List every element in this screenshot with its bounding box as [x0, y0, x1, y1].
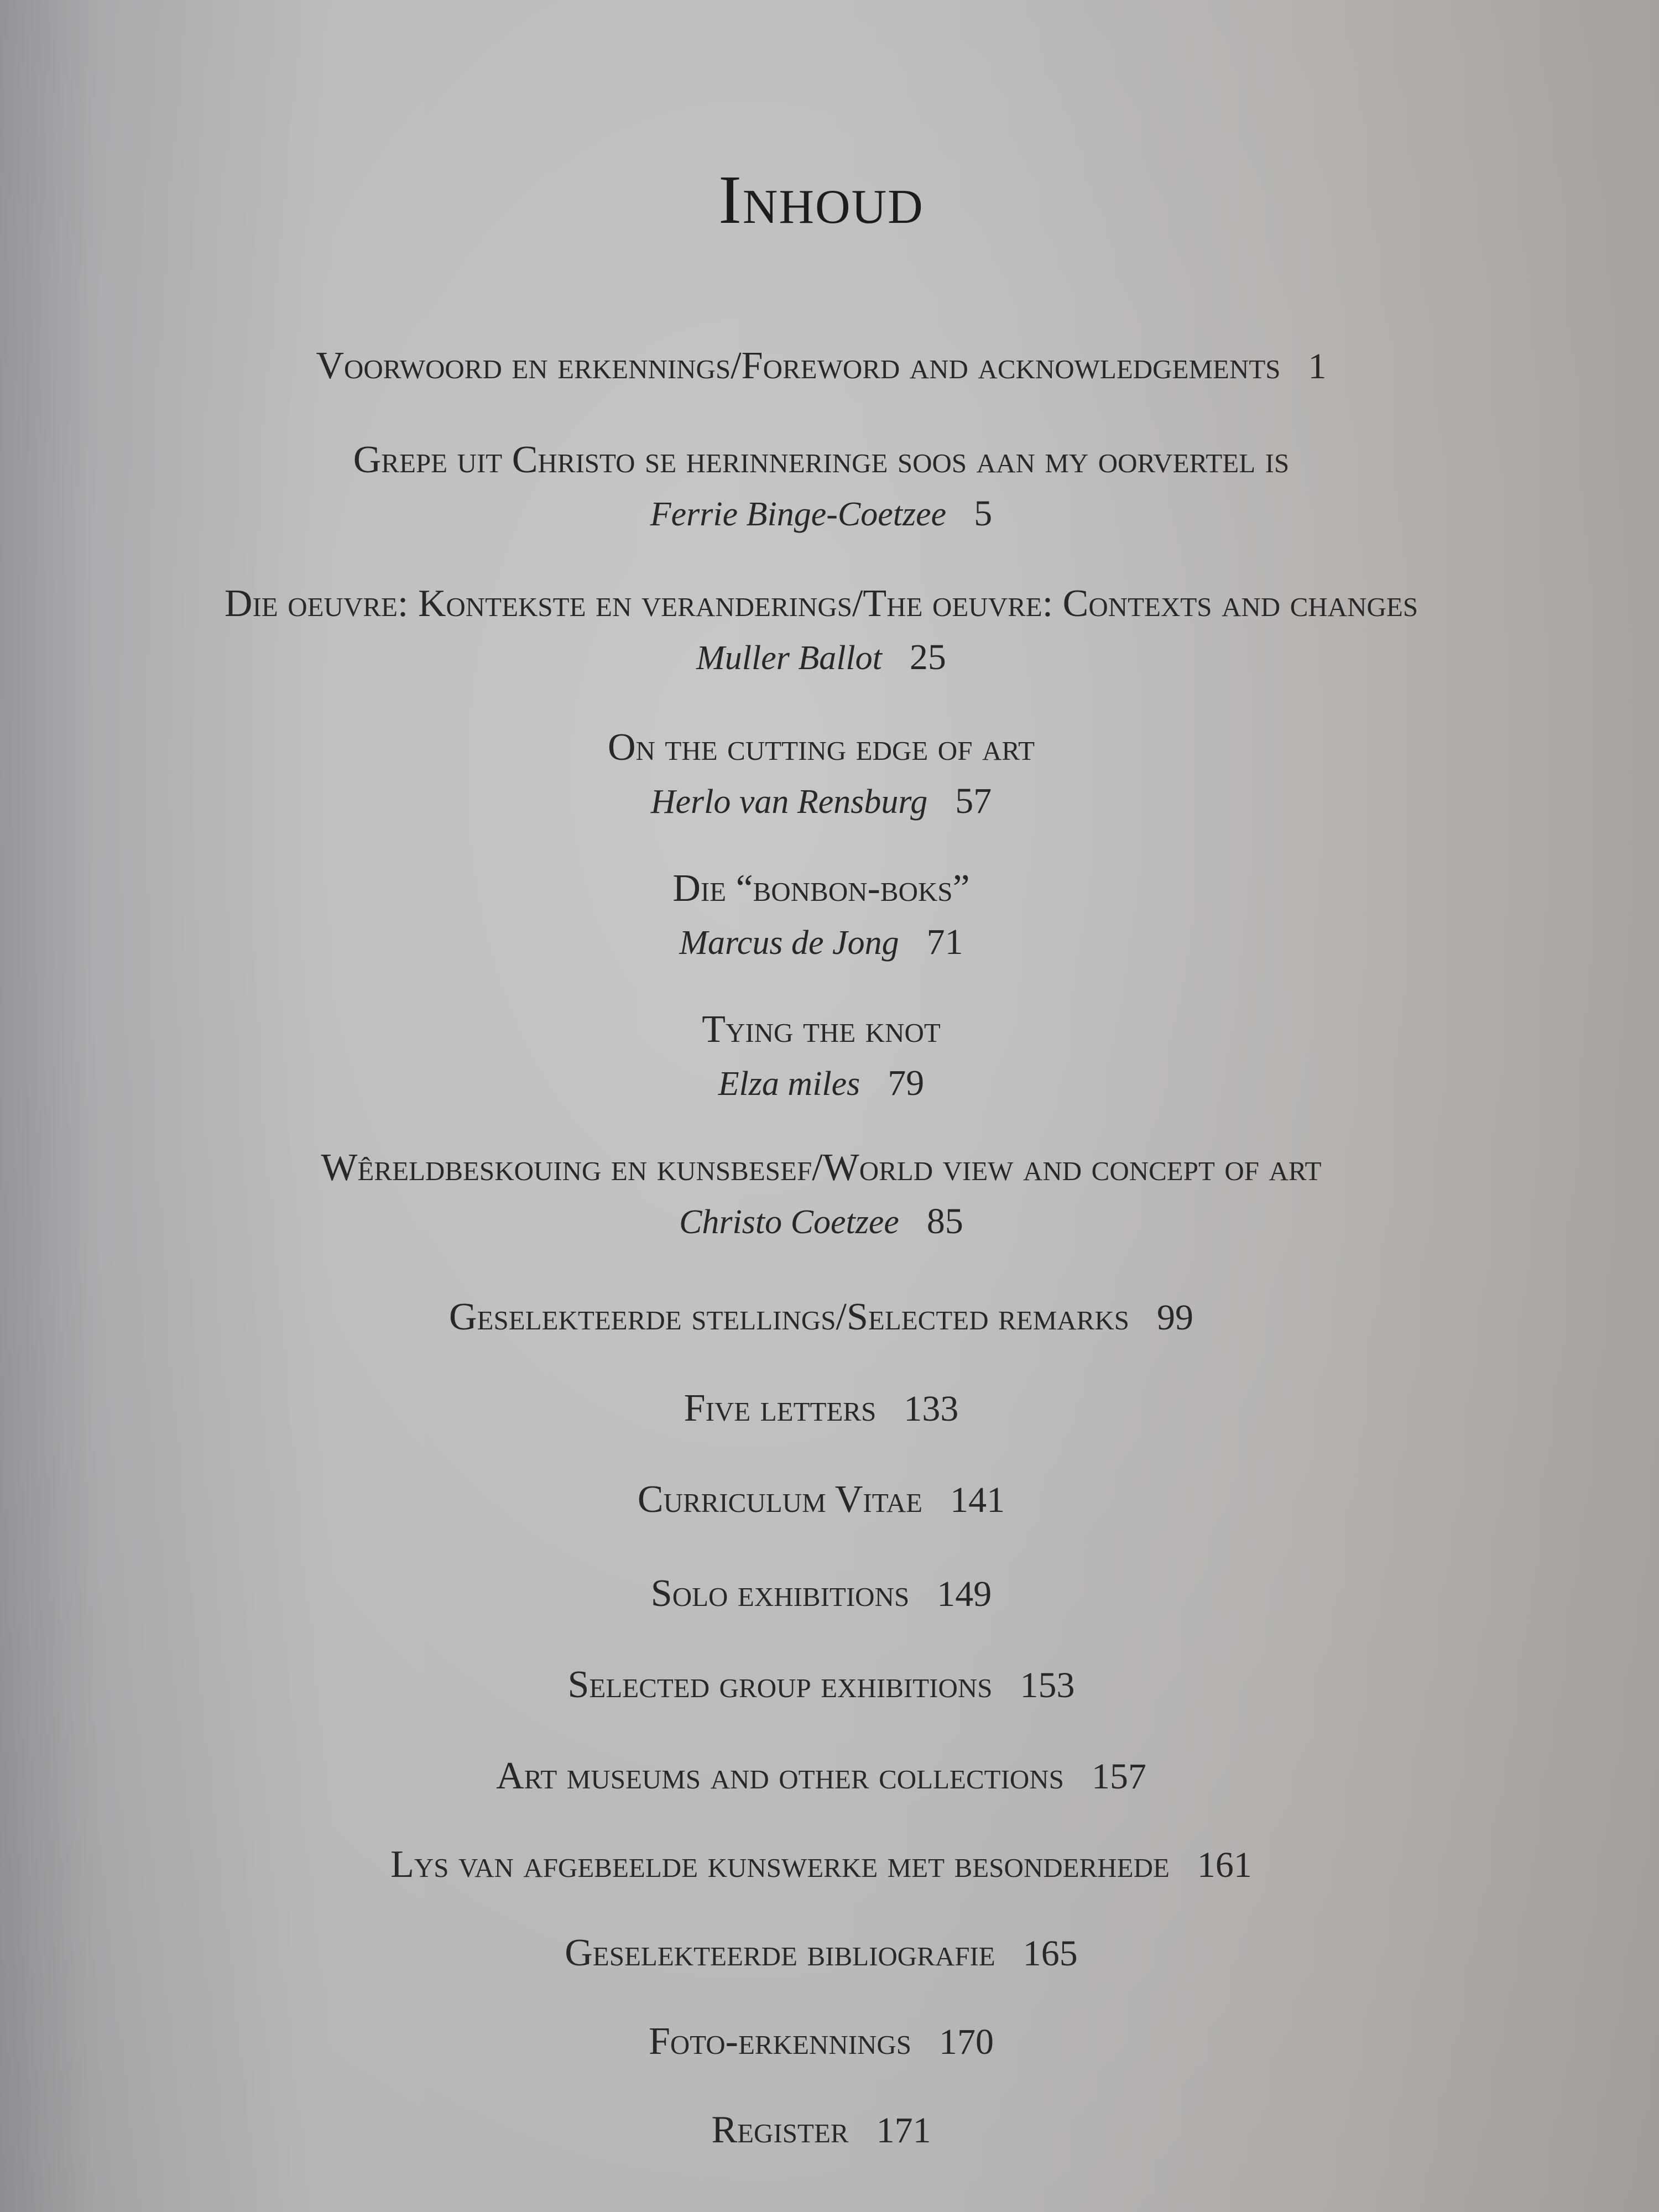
toc-entry-title-line: [0, 2107, 1642, 2153]
toc-entry-title: Die oeuvre: Kontekste en veranderings/The oeuvre: Contexts and changes: [224, 582, 1418, 625]
toc-entry-title-line: [0, 1753, 1642, 1799]
toc-entry-title: Foto-erkennings: [648, 2020, 912, 2063]
toc-entry-title-line: [0, 1294, 1642, 1340]
toc-entry-title-line: [0, 2018, 1642, 2065]
toc-entry-title: Solo exhibitions: [650, 1572, 910, 1615]
toc-entry-author-line: [0, 490, 1642, 538]
toc-entry-page: 153: [1020, 1665, 1075, 1705]
toc-entry-title: Selected group exhibitions: [567, 1663, 993, 1706]
toc-entry-author: Ferrie Binge-Coetzee: [650, 495, 947, 533]
toc-entry-title: Art museums and other collections: [496, 1755, 1064, 1797]
page-title: Inhoud: [718, 162, 924, 238]
toc-entry-page: 157: [1091, 1756, 1146, 1797]
toc-entry-page: 133: [904, 1389, 959, 1429]
toc-entry-author-line: [0, 778, 1642, 825]
toc-entry-page: 149: [937, 1574, 992, 1614]
toc-entry-page: 171: [876, 2110, 931, 2151]
toc-entry-title: Die “bonbon-boks”: [672, 867, 970, 910]
toc-entry: [0, 1753, 1642, 1799]
toc-entry-title-line: [0, 1930, 1642, 1976]
toc-entry-page: 85: [926, 1201, 963, 1241]
toc-entry-title-line: [0, 1841, 1642, 1888]
toc-entry: [0, 1294, 1642, 1340]
toc-entry-page: 71: [926, 922, 963, 962]
toc-entry-page: 165: [1022, 1933, 1078, 1974]
toc-entry: [0, 343, 1642, 389]
toc-entry-author: Christo Coetzee: [679, 1203, 899, 1241]
toc-entry: [0, 1841, 1642, 1888]
toc-entry: [0, 2107, 1642, 2153]
toc-entry-page: 57: [955, 781, 992, 821]
toc-entry: [0, 724, 1642, 825]
toc-entry-page: 5: [974, 493, 993, 534]
toc-entry-title: Wêreldbeskouing en kunsbesef/World view and concept of art: [321, 1146, 1322, 1189]
toc-entry-title: Geselekteerde bibliografie: [565, 1932, 995, 1974]
toc-entry-title: Five letters: [684, 1387, 877, 1430]
toc-entry: [0, 1477, 1642, 1523]
toc-entry: [0, 1145, 1642, 1245]
toc-entry-author: Muller Ballot: [696, 639, 882, 677]
toc-entry-title: Curriculum Vitae: [637, 1478, 923, 1521]
toc-entry-author: Marcus de Jong: [679, 924, 899, 962]
toc-entry-page: 1: [1308, 346, 1327, 387]
toc-entry-page: 79: [888, 1063, 925, 1103]
toc-entry-title: On the cutting edge of art: [607, 726, 1035, 769]
toc-entry-title: Voorwoord en erkennings/Foreword and acknowledgements: [316, 345, 1281, 387]
toc-entry-author-line: [0, 919, 1642, 966]
toc-entry-page: 25: [909, 637, 946, 677]
toc-entry: [0, 1385, 1642, 1432]
toc-entry-author: Herlo van Rensburg: [650, 783, 928, 821]
toc-entry-title-line: [0, 1385, 1642, 1432]
toc-entry-author-line: [0, 634, 1642, 681]
toc-entry-title-line: [0, 343, 1642, 389]
toc-entry: [0, 2018, 1642, 2065]
toc-entry: [0, 581, 1642, 681]
toc-entry-author-line: [0, 1198, 1642, 1245]
toc-entry: [0, 1662, 1642, 1708]
toc-entry-page: 141: [950, 1480, 1005, 1520]
toc-entry-title: Grepe uit Christo se herinneringe soos aan my oorvertel is: [353, 439, 1290, 481]
toc-entry-page: 161: [1197, 1845, 1252, 1885]
toc-entry: [0, 1571, 1642, 1617]
toc-entry-title-line: [0, 1571, 1642, 1617]
toc-entry-author: Elza miles: [718, 1065, 860, 1103]
toc-entry: [0, 437, 1642, 538]
toc-entry-page: 99: [1157, 1297, 1194, 1338]
toc-entry-title: Register: [711, 2109, 849, 2151]
toc-entry: [0, 1930, 1642, 1976]
toc-entry-title: Tying the knot: [702, 1008, 941, 1051]
toc-entry-page: 170: [939, 2022, 994, 2062]
toc-entry-title: Lys van afgebeelde kunswerke met besonderhede: [390, 1843, 1170, 1886]
toc-entry-title: Geselekteerde stellings/Selected remarks: [448, 1296, 1130, 1338]
toc-entry-title-line: [0, 1662, 1642, 1708]
toc-entry: [0, 865, 1642, 966]
toc-entry: [0, 1006, 1642, 1107]
toc-entry-title-line: [0, 1477, 1642, 1523]
toc-entry-author-line: [0, 1060, 1642, 1107]
